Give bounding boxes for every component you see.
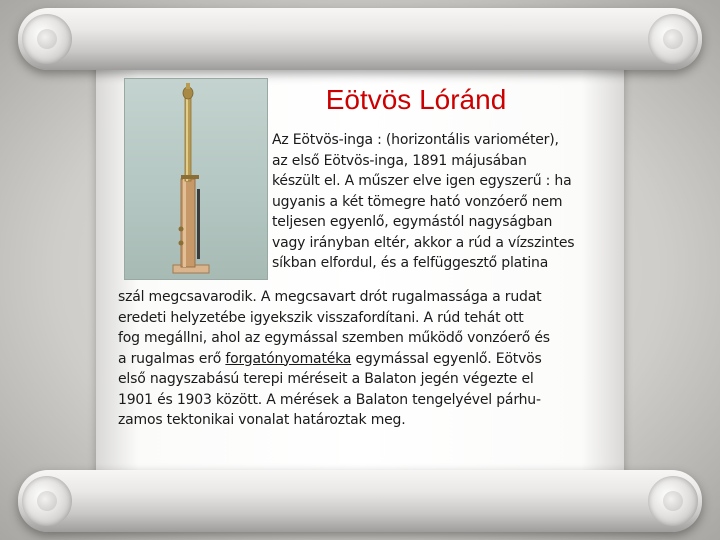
scroll-rod-top xyxy=(18,8,702,70)
text-line: első nagyszabású terepi méréseit a Balaton jegén végezte el xyxy=(118,371,534,387)
text-line: zamos tektonikai vonalat határoztak meg. xyxy=(118,412,406,428)
text-line: 1901 és 1903 között. A mérések a Balaton tengelyével párhu- xyxy=(118,391,541,408)
text-line: eredeti helyzetébe igyekszik visszafordítani. A rúd tehát ott xyxy=(118,309,524,326)
description-text-top xyxy=(272,130,622,274)
scroll-rod-cap-icon xyxy=(22,14,72,64)
scroll-rod-cap-icon xyxy=(648,14,698,64)
text-line: fog megállni, ahol az egymással szemben működő vonzóerő és xyxy=(118,330,550,346)
forgatonyomatek-link[interactable]: forgatónyomatéka xyxy=(225,350,352,367)
text-line: síkban elfordul, és a felfüggesztő platina xyxy=(272,255,549,271)
text-line xyxy=(118,349,622,370)
scroll-rod-cap-icon xyxy=(648,476,698,526)
text-line: ugyanis a két tömegre ható vonzóerő nem xyxy=(272,193,563,210)
pendulum-illustration xyxy=(125,79,267,279)
text-line: készült el. A műszer elve igen egyszerű : ha xyxy=(272,173,572,189)
text-line: teljesen egyenlő, egymástól nagyságban xyxy=(272,214,553,230)
eotvos-pendulum-photo xyxy=(124,78,268,280)
text-line: Az Eötvös-inga : (horizontális variométer), xyxy=(272,132,559,148)
text-line: szál megcsavarodik. A megcsavart drót rugalmassága a rudat xyxy=(118,289,542,305)
description-text-bottom xyxy=(118,287,622,431)
slide-title: Eötvös Lóránd xyxy=(325,84,507,115)
text-fragment: egymással egyenlő. Eötvös xyxy=(351,350,542,367)
text-line: vagy irányban eltér, akkor a rúd a vízszintes xyxy=(272,234,575,251)
scroll-rod-bottom xyxy=(18,470,702,532)
text-line: az első Eötvös-inga, 1891 májusában xyxy=(272,152,527,169)
text-fragment: a rugalmas erő xyxy=(118,350,226,367)
scroll-rod-cap-icon xyxy=(22,476,72,526)
